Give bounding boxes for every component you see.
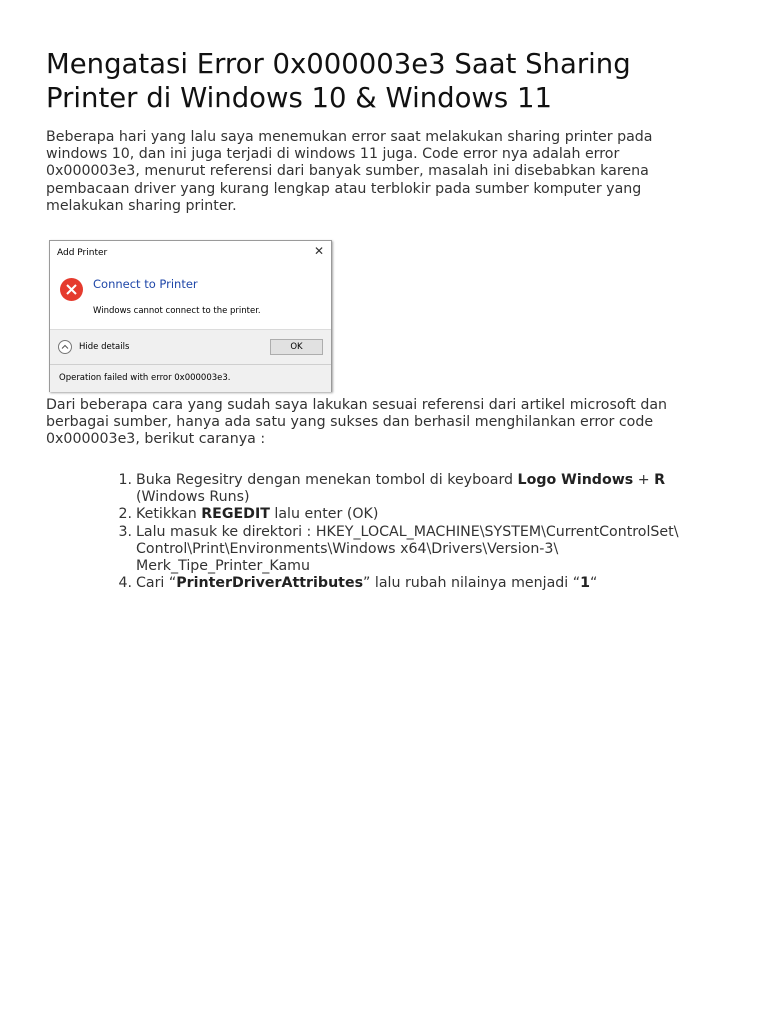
step-text: Cari “ — [136, 575, 177, 592]
step-text: Buka Regesitry dengan menekan tombol di keyboard — [136, 472, 518, 488]
dialog-details-footer — [50, 364, 331, 392]
list-number: 2. — [118, 506, 132, 523]
step-text: (Windows Runs) — [136, 489, 250, 506]
dialog-button-bar — [50, 329, 331, 364]
step-text: Lalu masuk ke direktori : HKEY_LOCAL_MACHINE\SYSTEM\CurrentControlSet\ — [136, 523, 679, 540]
list-number: 4. — [118, 575, 132, 592]
step-text: ” lalu rubah nilainya menjadi “ — [363, 575, 581, 592]
step-bold: REGEDIT — [201, 506, 270, 523]
chevron-up-icon — [58, 340, 72, 354]
step-text: + — [633, 472, 655, 488]
step-bold: 1 — [580, 575, 590, 592]
step-text: “ — [589, 575, 598, 592]
error-icon — [60, 278, 83, 301]
step-bold: PrinterDriverAttributes — [176, 575, 364, 592]
hide-details-toggle[interactable] — [58, 339, 129, 355]
list-item — [118, 506, 701, 523]
steps-list — [118, 472, 701, 592]
dialog-title: Add Printer — [57, 248, 108, 258]
error-detail-text: Operation failed with error 0x000003e3. — [59, 373, 231, 383]
step-bold: Logo Windows — [517, 472, 634, 488]
close-icon[interactable]: ✕ — [313, 244, 325, 258]
list-number: 3. — [118, 523, 132, 540]
ok-button[interactable]: OK — [270, 339, 323, 355]
dialog-message: Windows cannot connect to the printer. — [93, 306, 261, 316]
list-item — [118, 523, 701, 576]
followup-paragraph: Dari beberapa cara yang sudah saya lakukan sesuai referensi dari artikel microsoft dan berbagai sumber, hanya ada satu yang sukses dan berhasil menghilankan error code 0x000003e3, berikut caranya : — [46, 397, 668, 448]
list-item — [118, 472, 701, 506]
list-item — [118, 575, 701, 592]
step-text: Merk_Tipe_Printer_Kamu — [136, 558, 310, 575]
add-printer-dialog-screenshot — [49, 240, 332, 392]
step-text: Ketikkan — [136, 506, 202, 523]
article-title: Mengatasi Error 0x000003e3 Saat Sharing Printer di Windows 10 & Windows 11 — [46, 48, 631, 114]
step-text: lalu enter (OK) — [269, 506, 379, 523]
step-text: Control\Print\Environments\Windows x64\Drivers\Version-3\ — [136, 540, 559, 557]
list-number: 1. — [118, 472, 132, 488]
step-bold: R — [654, 472, 666, 488]
hide-details-label: Hide details — [79, 342, 130, 352]
intro-paragraph: Beberapa hari yang lalu saya menemukan error saat melakukan sharing printer pada windows 10, dan ini juga terjadi di windows 11 juga. Code error nya adalah error 0x000003e3, menurut referensi dari banyak sumber, masalah ini disebabkan karena pembacaan driver yang kurang lengkap atau terblokir pada sumber komputer yang melakukan sharing printer. — [46, 129, 653, 214]
dialog-heading: Connect to Printer — [93, 277, 198, 291]
